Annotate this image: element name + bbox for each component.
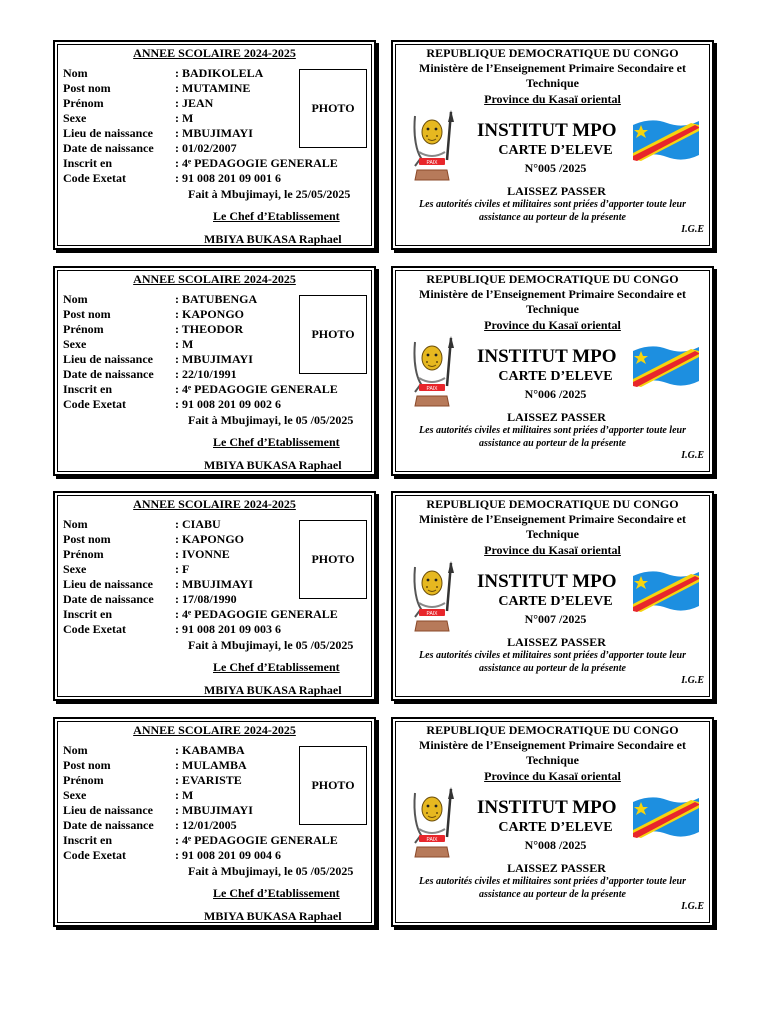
ministry-heading: Ministère de l’Enseignement Primaire Secondaire et Technique <box>419 512 686 541</box>
field-date <box>63 141 338 156</box>
photo-box: PHOTO <box>299 69 367 148</box>
school-id-card <box>391 266 714 476</box>
field-postnom <box>63 81 338 96</box>
issue-place-date: Fait à Mbujimayi, le 05 /05/2025 <box>188 413 354 427</box>
field-label: Inscrit en <box>63 382 112 396</box>
republic-heading: REPUBLIQUE DEMOCRATIQUE DU CONGO <box>426 497 679 511</box>
field-label: Inscrit en <box>63 607 112 621</box>
student-fields <box>63 292 338 412</box>
field-sexe <box>63 111 338 126</box>
field-value: : 91 008 201 09 004 6 <box>175 848 281 862</box>
field-value: : BATUBENGA <box>175 292 258 306</box>
student-info-card <box>53 717 376 927</box>
field-value: : MBUJIMAYI <box>175 803 253 817</box>
province-heading: Province du Kasaï oriental <box>484 769 621 783</box>
institute-name: INSTITUT MPO <box>477 571 617 592</box>
field-nom <box>63 517 338 532</box>
province-heading: Province du Kasaï oriental <box>484 543 621 557</box>
field-label: Lieu de naissance <box>63 577 154 591</box>
field-value: : 4ᵉ PEDAGOGIE GENERALE <box>175 833 338 847</box>
photo-box: PHOTO <box>299 520 367 599</box>
signatory-name: MBIYA BUKASA Raphael <box>204 458 342 472</box>
field-inscrit <box>63 382 338 397</box>
emblem-motto: PAIX <box>426 611 438 617</box>
school-year-heading: ANNEE SCOLAIRE 2024-2025 <box>133 272 296 286</box>
field-label: Inscrit en <box>63 156 112 170</box>
field-value: : 91 008 201 09 002 6 <box>175 397 281 411</box>
field-sexe <box>63 562 338 577</box>
field-label: Prénom <box>63 773 104 787</box>
signatory-name: MBIYA BUKASA Raphael <box>204 909 342 923</box>
authorities-notice: Les autorités civiles et militaires sont priées d’apporter toute leur assistance au porteur de la présente <box>419 876 686 900</box>
field-value: : 22/10/1991 <box>175 367 237 381</box>
field-value: : F <box>175 562 190 576</box>
field-lieu <box>63 352 338 367</box>
field-postnom <box>63 758 338 773</box>
field-label: Lieu de naissance <box>63 803 154 817</box>
field-value: : 4ᵉ PEDAGOGIE GENERALE <box>175 156 338 170</box>
field-label: Prénom <box>63 547 104 561</box>
card-title: CARTE D’ELEVE <box>498 820 613 835</box>
field-postnom <box>63 532 338 547</box>
republic-heading: REPUBLIQUE DEMOCRATIQUE DU CONGO <box>426 723 679 737</box>
field-label: Sexe <box>63 788 87 802</box>
field-value: : 17/08/1990 <box>175 592 237 606</box>
field-label: Code Exetat <box>63 171 126 185</box>
signatory-name: MBIYA BUKASA Raphael <box>204 232 342 246</box>
field-date <box>63 367 338 382</box>
field-date <box>63 818 338 833</box>
field-label: Sexe <box>63 562 87 576</box>
field-prenom <box>63 322 338 337</box>
field-label: Sexe <box>63 111 87 125</box>
card-number: N°006 /2025 <box>524 387 587 401</box>
field-label: Prénom <box>63 96 104 110</box>
field-value: : CIABU <box>175 517 221 531</box>
drc-flag-icon <box>631 566 701 616</box>
school-id-card <box>391 491 714 701</box>
student-fields <box>63 66 338 186</box>
republic-heading: REPUBLIQUE DEMOCRATIQUE DU CONGO <box>426 272 679 286</box>
field-inscrit <box>63 156 338 171</box>
laissez-passer: LAISSEZ PASSER <box>507 410 606 424</box>
field-value: : THEODOR <box>175 322 244 336</box>
laissez-passer: LAISSEZ PASSER <box>507 184 606 198</box>
institute-name: INSTITUT MPO <box>477 346 617 367</box>
field-label: Post nom <box>63 532 111 546</box>
field-value: : 4ᵉ PEDAGOGIE GENERALE <box>175 607 338 621</box>
field-value: : KABAMBA <box>175 743 245 757</box>
field-value: : MBUJIMAYI <box>175 577 253 591</box>
field-label: Nom <box>63 517 88 531</box>
drc-flag-icon <box>631 341 701 391</box>
signatory-name: MBIYA BUKASA Raphael <box>204 683 342 697</box>
ige-mark: I.G.E <box>681 901 704 912</box>
field-inscrit <box>63 607 338 622</box>
emblem-motto: PAIX <box>426 160 438 166</box>
field-value: : KAPONGO <box>175 532 244 546</box>
field-lieu <box>63 803 338 818</box>
field-value: : M <box>175 788 194 802</box>
field-label: Date de naissance <box>63 818 154 832</box>
ministry-heading: Ministère de l’Enseignement Primaire Secondaire et Technique <box>419 738 686 767</box>
issue-place-date: Fait à Mbujimayi, le 05 /05/2025 <box>188 864 354 878</box>
field-value: : JEAN <box>175 96 214 110</box>
field-value: : KAPONGO <box>175 307 244 321</box>
school-year-heading: ANNEE SCOLAIRE 2024-2025 <box>133 723 296 737</box>
emblem-motto: PAIX <box>426 386 438 392</box>
ige-mark: I.G.E <box>681 675 704 686</box>
photo-box: PHOTO <box>299 746 367 825</box>
field-label: Post nom <box>63 81 111 95</box>
card-number: N°005 /2025 <box>524 161 587 175</box>
field-lieu <box>63 577 338 592</box>
field-value: : BADIKOLELA <box>175 66 264 80</box>
field-value: : 4ᵉ PEDAGOGIE GENERALE <box>175 382 338 396</box>
school-year-heading: ANNEE SCOLAIRE 2024-2025 <box>133 46 296 60</box>
field-value: : MBUJIMAYI <box>175 126 253 140</box>
field-label: Post nom <box>63 307 111 321</box>
card-number: N°007 /2025 <box>524 612 587 626</box>
field-exetat <box>63 622 338 637</box>
card-title: CARTE D’ELEVE <box>498 369 613 384</box>
field-label: Post nom <box>63 758 111 772</box>
republic-heading: REPUBLIQUE DEMOCRATIQUE DU CONGO <box>426 46 679 60</box>
school-year-heading: ANNEE SCOLAIRE 2024-2025 <box>133 497 296 511</box>
field-nom <box>63 743 338 758</box>
field-prenom <box>63 773 338 788</box>
authorities-notice: Les autorités civiles et militaires sont priées d’apporter toute leur assistance au porteur de la présente <box>419 425 686 449</box>
field-label: Date de naissance <box>63 367 154 381</box>
field-label: Prénom <box>63 322 104 336</box>
ige-mark: I.G.E <box>681 450 704 461</box>
field-sexe <box>63 337 338 352</box>
field-label: Date de naissance <box>63 592 154 606</box>
field-label: Date de naissance <box>63 141 154 155</box>
field-sexe <box>63 788 338 803</box>
province-heading: Province du Kasaï oriental <box>484 318 621 332</box>
field-exetat <box>63 171 338 186</box>
school-id-card <box>391 717 714 927</box>
field-prenom <box>63 96 338 111</box>
chef-title: Le Chef d’Etablissement <box>213 435 340 449</box>
laissez-passer: LAISSEZ PASSER <box>507 861 606 875</box>
issue-place-date: Fait à Mbujimayi, le 05 /05/2025 <box>188 638 354 652</box>
field-label: Nom <box>63 66 88 80</box>
field-exetat <box>63 397 338 412</box>
field-nom <box>63 66 338 81</box>
field-postnom <box>63 307 338 322</box>
field-label: Code Exetat <box>63 622 126 636</box>
field-value: : MULAMBA <box>175 758 247 772</box>
chef-title: Le Chef d’Etablissement <box>213 886 340 900</box>
chef-title: Le Chef d’Etablissement <box>213 660 340 674</box>
field-value: : MUTAMINE <box>175 81 251 95</box>
field-label: Nom <box>63 743 88 757</box>
card-number: N°008 /2025 <box>524 838 587 852</box>
student-info-card <box>53 266 376 476</box>
field-label: Code Exetat <box>63 397 126 411</box>
drc-flag-icon <box>631 792 701 842</box>
institute-name: INSTITUT MPO <box>477 120 617 141</box>
ige-mark: I.G.E <box>681 224 704 235</box>
field-label: Lieu de naissance <box>63 352 154 366</box>
field-value: : EVARISTE <box>175 773 242 787</box>
emblem-motto: PAIX <box>426 837 438 843</box>
province-heading: Province du Kasaï oriental <box>484 92 621 106</box>
school-id-card <box>391 40 714 250</box>
authorities-notice: Les autorités civiles et militaires sont priées d’apporter toute leur assistance au porteur de la présente <box>419 650 686 674</box>
issue-place-date: Fait à Mbujimayi, le 25/05/2025 <box>188 187 351 201</box>
field-inscrit <box>63 833 338 848</box>
field-value: : 91 008 201 09 003 6 <box>175 622 281 636</box>
drc-flag-icon <box>631 115 701 165</box>
student-fields <box>63 743 338 863</box>
photo-box: PHOTO <box>299 295 367 374</box>
ministry-heading: Ministère de l’Enseignement Primaire Secondaire et Technique <box>419 287 686 316</box>
chef-title: Le Chef d’Etablissement <box>213 209 340 223</box>
authorities-notice: Les autorités civiles et militaires sont priées d’apporter toute leur assistance au porteur de la présente <box>419 199 686 223</box>
field-value: : 01/02/2007 <box>175 141 237 155</box>
field-value: : IVONNE <box>175 547 230 561</box>
field-date <box>63 592 338 607</box>
field-value: : MBUJIMAYI <box>175 352 253 366</box>
student-info-card <box>53 40 376 250</box>
field-label: Lieu de naissance <box>63 126 154 140</box>
field-prenom <box>63 547 338 562</box>
ministry-heading: Ministère de l’Enseignement Primaire Secondaire et Technique <box>419 61 686 90</box>
laissez-passer: LAISSEZ PASSER <box>507 635 606 649</box>
field-label: Code Exetat <box>63 848 126 862</box>
field-exetat <box>63 848 338 863</box>
field-value: : 12/01/2005 <box>175 818 237 832</box>
student-info-card <box>53 491 376 701</box>
card-title: CARTE D’ELEVE <box>498 143 613 158</box>
field-lieu <box>63 126 338 141</box>
field-value: : M <box>175 337 194 351</box>
field-value: : 91 008 201 09 001 6 <box>175 171 281 185</box>
field-label: Sexe <box>63 337 87 351</box>
student-fields <box>63 517 338 637</box>
field-nom <box>63 292 338 307</box>
card-title: CARTE D’ELEVE <box>498 594 613 609</box>
institute-name: INSTITUT MPO <box>477 797 617 818</box>
field-label: Inscrit en <box>63 833 112 847</box>
field-label: Nom <box>63 292 88 306</box>
field-value: : M <box>175 111 194 125</box>
